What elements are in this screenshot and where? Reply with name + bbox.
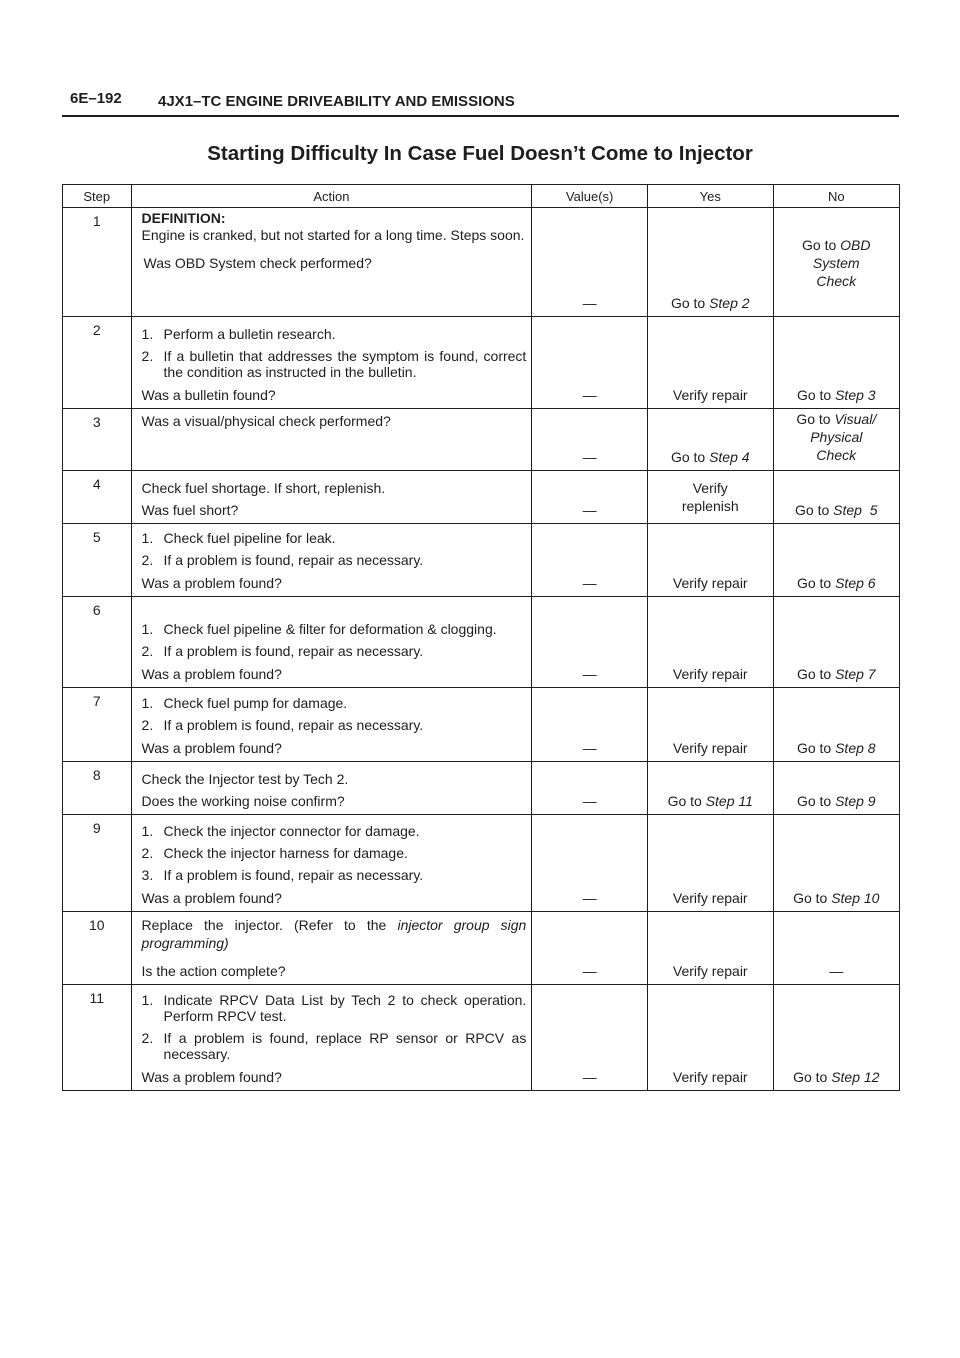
no-ref-part[interactable]: Check — [816, 447, 857, 463]
column-header-no: No — [773, 185, 899, 208]
step-number: 11 — [89, 990, 105, 1006]
yes-cell: Verify repair — [647, 815, 773, 912]
action-question: Was a problem found? — [141, 666, 282, 682]
no-cell: Go to Step 9 — [773, 762, 899, 815]
no-ref-part[interactable]: OBD — [840, 236, 871, 253]
action-cell — [131, 912, 532, 985]
no-step-ref[interactable]: Step 12 — [831, 1069, 880, 1085]
yes-cell: Verify repair — [647, 317, 773, 409]
step-number: 5 — [63, 524, 132, 597]
action-cell — [131, 471, 532, 524]
yes-step-ref[interactable]: Step 2 — [709, 295, 750, 311]
column-header-yes: Yes — [647, 185, 773, 208]
definition-label: DEFINITION: — [141, 210, 226, 226]
action-cell — [131, 317, 532, 409]
yes-cell: Go to Step 4 — [647, 409, 773, 471]
value-cell: — — [532, 471, 648, 524]
action-question: Was a visual/physical check performed? — [141, 413, 391, 429]
step-number: 10 — [63, 912, 132, 985]
step-number: 3 — [63, 409, 132, 471]
action-cell — [131, 524, 532, 597]
no-step-ref[interactable]: Step 8 — [835, 740, 876, 756]
no-cell: Go to Visual/ Physical Check — [773, 409, 899, 471]
action-text: Check fuel shortage. If short, replenish. — [141, 480, 386, 496]
action-list — [142, 992, 527, 1062]
yes-cell — [647, 208, 773, 317]
column-header-action: Action — [131, 185, 532, 208]
no-cell: Go to Step 3 — [773, 317, 899, 409]
step-number: 7 — [63, 688, 132, 762]
action-list — [142, 621, 527, 659]
step-number: 4 — [63, 471, 132, 524]
action-question: Was OBD System check performed? — [143, 255, 372, 271]
action-cell — [131, 815, 532, 912]
column-header-values: Value(s) — [532, 185, 648, 208]
value-cell: — — [532, 597, 648, 688]
value-cell: — — [532, 688, 648, 762]
yes-cell: Verify repair — [647, 524, 773, 597]
action-cell — [131, 597, 532, 688]
value-cell: — — [532, 912, 648, 985]
action-cell — [131, 762, 532, 815]
yes-cell: Go to Step 11 — [647, 762, 773, 815]
action-list — [142, 326, 527, 380]
list-item: 1. Check fuel pipeline for leak. — [141, 530, 336, 546]
no-cell: Go to Step 12 — [773, 985, 899, 1091]
value-cell: — — [532, 208, 648, 317]
no-cell — [773, 208, 899, 317]
action-question: Was a problem found? — [141, 1069, 282, 1085]
table-row — [63, 912, 900, 985]
value-cell: — — [532, 815, 648, 912]
yes-prefix: Go to — [670, 295, 706, 311]
no-step-ref[interactable]: Step 9 — [835, 793, 876, 809]
no-step-ref[interactable]: Step 7 — [835, 666, 876, 682]
action-text: Check the Injector test by Tech 2. — [141, 771, 349, 787]
no-step-ref[interactable]: Step 6 — [835, 575, 876, 591]
table-row — [63, 524, 900, 597]
list-item: 2. If a bulletin that addresses the symptom is found, correct the condition as instructed in the bulletin. — [141, 348, 527, 380]
column-header-step: Step — [63, 185, 132, 208]
action-cell — [131, 985, 532, 1091]
table-row — [63, 597, 900, 688]
page-title: Starting Difficulty In Case Fuel Doesn’t Come to Injector — [207, 142, 753, 165]
no-cell: — — [773, 912, 899, 985]
action-cell — [131, 688, 532, 762]
action-question: Does the working noise confirm? — [141, 793, 345, 809]
action-question: Was fuel short? — [141, 502, 239, 518]
action-question: Was a bulletin found? — [141, 387, 276, 403]
list-item: 2. If a problem is found, replace RP sensor or RPCV as necessary. — [141, 1030, 527, 1062]
action-list — [142, 530, 527, 568]
action-reference[interactable]: injector group sign programming) — [141, 917, 527, 951]
list-item: 2. Check the injector harness for damage. — [141, 845, 408, 861]
table-row — [63, 985, 900, 1091]
no-ref-part[interactable]: Physical — [810, 429, 863, 445]
no-ref-part[interactable]: Visual/ — [834, 411, 877, 427]
step-number: 9 — [63, 815, 132, 912]
action-list — [142, 823, 527, 883]
diagnostic-table — [62, 184, 900, 1091]
no-ref-part[interactable]: Check — [816, 272, 857, 289]
action-list — [142, 695, 527, 733]
list-item: 1. Perform a bulletin research. — [141, 326, 336, 342]
definition-text: Engine is cranked, but not started for a long time. Steps soon. — [141, 227, 525, 243]
action-question: Was a problem found? — [141, 575, 282, 591]
table-row — [63, 208, 900, 317]
yes-cell: Verify repair — [647, 597, 773, 688]
yes-step-ref[interactable]: Step 11 — [705, 793, 753, 809]
list-item: 1. Check fuel pump for damage. — [141, 695, 348, 711]
list-item: 2. If a problem is found, repair as necessary. — [141, 717, 424, 733]
page-number: 6E–192 — [70, 90, 122, 107]
value-cell: — — [532, 409, 648, 471]
section-title: 4JX1–TC ENGINE DRIVEABILITY AND EMISSIONS — [158, 93, 515, 110]
yes-cell: Verify repair — [647, 985, 773, 1091]
table-row — [63, 317, 900, 409]
no-cell: Go to Step 10 — [773, 815, 899, 912]
action-cell — [131, 409, 532, 471]
table-row — [63, 815, 900, 912]
list-item: 1. Indicate RPCV Data List by Tech 2 to check operation. Perform RPCV test. — [141, 992, 527, 1024]
header-rule — [62, 115, 899, 117]
step-number: 6 — [63, 597, 132, 688]
no-cell: Go to Step 8 — [773, 688, 899, 762]
action-text: Replace the injector. (Refer to the injector group sign programming) — [141, 917, 527, 951]
value-cell: — — [532, 762, 648, 815]
table-row — [63, 762, 900, 815]
yes-cell: Verify repair — [647, 688, 773, 762]
no-step-ref[interactable]: Step 5 — [833, 502, 878, 518]
table-row — [63, 688, 900, 762]
yes-step-ref[interactable]: Step 4 — [709, 449, 750, 465]
no-step-ref[interactable]: Step 10 — [831, 890, 880, 906]
list-item: 2. If a problem is found, repair as necessary. — [141, 643, 424, 659]
action-question: Was a problem found? — [141, 740, 282, 756]
action-cell — [131, 208, 532, 317]
no-prefix: Go to — [802, 236, 837, 253]
list-item: 1. Check fuel pipeline & filter for deformation & clogging. — [141, 621, 497, 637]
list-item: 2. If a problem is found, repair as necessary. — [141, 552, 424, 568]
list-item: 3. If a problem is found, repair as necessary. — [141, 867, 424, 883]
no-cell: Go to Step 5 — [773, 471, 899, 524]
no-cell: Go to Step 7 — [773, 597, 899, 688]
table-header-row — [63, 185, 900, 208]
action-question: Is the action complete? — [141, 963, 286, 979]
action-question: Was a problem found? — [141, 890, 282, 906]
value-cell: — — [532, 985, 648, 1091]
no-step-ref[interactable]: Step 3 — [835, 387, 876, 403]
yes-cell: Verify repair — [647, 912, 773, 985]
list-item: 1. Check the injector connector for damage. — [141, 823, 420, 839]
step-number: 2 — [63, 317, 132, 409]
no-cell: Go to Step 6 — [773, 524, 899, 597]
table-row — [63, 471, 900, 524]
value-cell: — — [532, 317, 648, 409]
value-cell: — — [532, 524, 648, 597]
table-row — [63, 409, 900, 471]
yes-cell: Verify replenish — [647, 471, 773, 524]
step-number: 1 — [63, 208, 132, 317]
no-ref-part[interactable]: System — [812, 254, 860, 271]
step-number: 8 — [63, 762, 132, 815]
